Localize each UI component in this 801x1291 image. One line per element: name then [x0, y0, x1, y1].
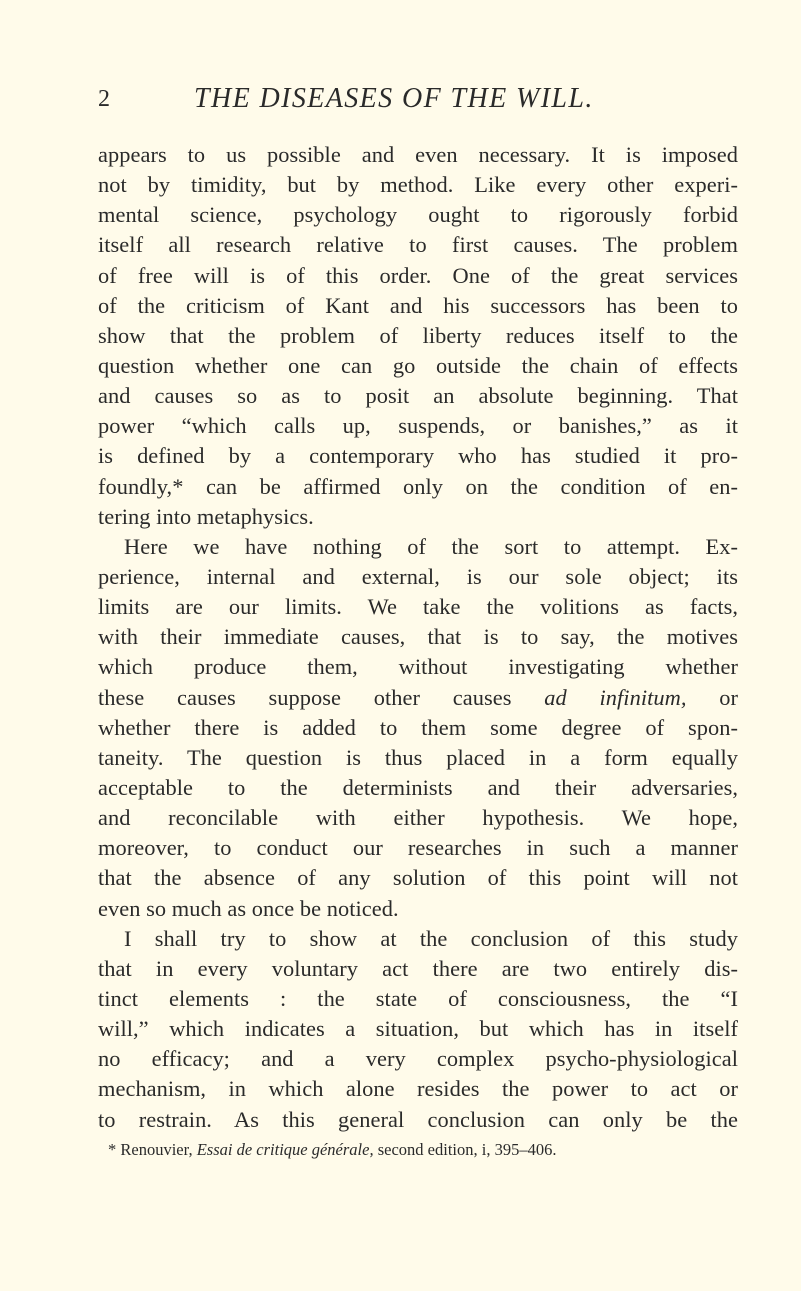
text-line: even so much as once be noticed. [98, 895, 399, 921]
text-line: mental science, psychology ought to rigorously forbid [98, 202, 738, 228]
text-span: these causes suppose other causes [98, 684, 512, 710]
footnote [108, 1138, 556, 1162]
page-header [98, 84, 738, 118]
text-line: to restrain. As this general conclusion can only be the [98, 1106, 738, 1132]
text-line: not by timidity, but by method. Like every other experi- [98, 172, 738, 198]
footnote-lead: * Renouvier, [108, 1140, 197, 1159]
text-line: taneity. The question is thus placed in a form equally [98, 744, 738, 770]
text-line: show that the problem of liberty reduces itself to the [98, 322, 738, 348]
footnote-title: Essai de critique générale, [196, 1140, 374, 1159]
italic-phrase: ad infinitum, [544, 684, 687, 710]
text-line: and causes so as to posit an absolute beginning. That [98, 383, 738, 409]
footnote-rest: second edition, i, 395–406. [373, 1140, 557, 1159]
text-line: which produce them, without investigating whether [98, 654, 738, 680]
text-line: foundly,* can be affirmed only on the condition of en- [98, 473, 738, 499]
text-line: whether there is added to them some degree of spon- [98, 714, 738, 740]
text-line: appears to us possible and even necessary. It is imposed [98, 142, 738, 167]
text-line: mechanism, in which alone resides the power to act or [98, 1076, 738, 1102]
text-line: perience, internal and external, is our sole object; its [98, 563, 738, 589]
text-line: with their immediate causes, that is to say, the motives [98, 624, 738, 650]
text-line: is defined by a contemporary who has studied it pro- [98, 443, 738, 469]
running-head: THE DISEASES OF THE WILL. [194, 83, 594, 114]
text-line: of the criticism of Kant and his successors has been to [98, 292, 738, 318]
text-line: acceptable to the determinists and their adversaries, [98, 774, 738, 800]
text-line-with-italic [98, 683, 738, 713]
text-line: that the absence of any solution of this point will not [98, 865, 738, 891]
text-line: that in every voluntary act there are two entirely dis- [98, 955, 738, 981]
text-line: itself all research relative to first causes. The problem [98, 232, 738, 258]
text-line: of free will is of this order. One of the great services [98, 262, 738, 288]
text-line: Here we have nothing of the sort to attempt. Ex- [124, 533, 738, 559]
text-line: I shall try to show at the conclusion of this study [124, 925, 738, 951]
text-line: and reconcilable with either hypothesis. We hope, [98, 805, 738, 831]
text-line: no efficacy; and a very complex psycho-physiological [98, 1046, 738, 1072]
text-line: question whether one can go outside the chain of effects [98, 352, 738, 378]
body-text [98, 140, 738, 1135]
page-number: 2 [98, 86, 110, 112]
text-line: tering into metaphysics. [98, 503, 314, 529]
text-line: will,” which indicates a situation, but which has in itself [98, 1016, 738, 1042]
text-span: or [686, 684, 738, 710]
text-line: moreover, to conduct our researches in such a manner [98, 835, 738, 861]
text-line: limits are our limits. We take the volitions as facts, [98, 594, 738, 620]
text-line: tinct elements : the state of consciousness, the “I [98, 985, 738, 1011]
text-line: power “which calls up, suspends, or banishes,” as it [98, 413, 738, 439]
